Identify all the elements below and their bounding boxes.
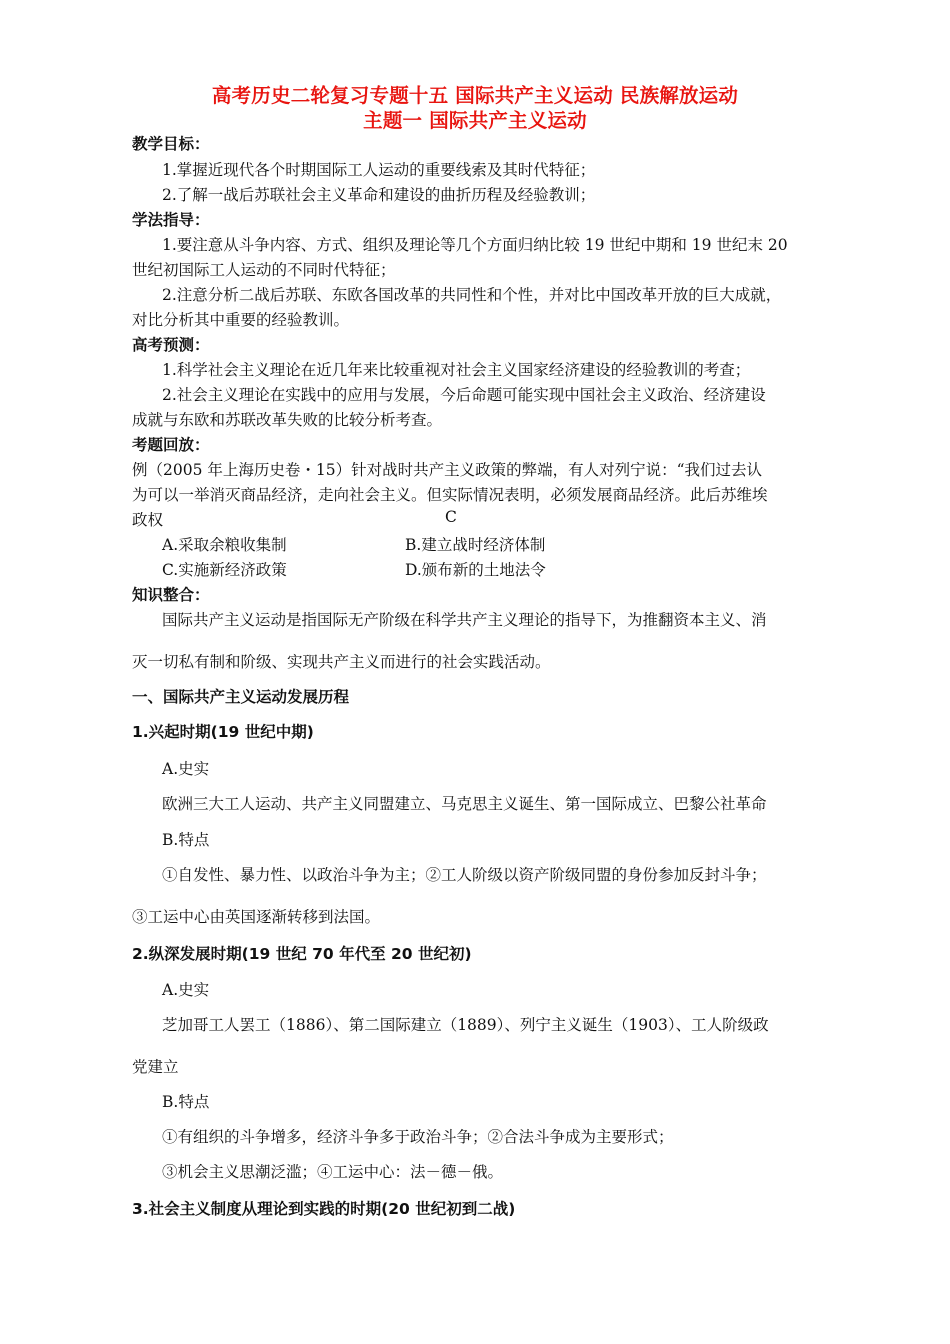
period-2-facts-line-2: 党建立 <box>132 1058 179 1076</box>
question-line-3: 政权 <box>132 511 164 529</box>
period-2-features-line-2: ③机会主义思潮泛滥；④工运中心：法－德－俄。 <box>162 1163 504 1181</box>
option-a: A.采取余粮收集制 <box>162 536 287 554</box>
integration-heading: 知识整合： <box>132 586 210 604</box>
question-line-2: 为可以一举消灭商品经济，走向社会主义。但实际情况表明，必须发展商品经济。此后苏维埃 <box>132 486 768 504</box>
option-c: C.实施新经济政策 <box>162 561 287 579</box>
objectives-heading: 教学目标： <box>132 135 210 153</box>
method-heading: 学法指导： <box>132 211 210 229</box>
period-2-facts-line-1: 芝加哥工人罢工（1886）、第二国际建立（1889）、列宁主义诞生（1903）、工人阶级政 <box>162 1016 769 1034</box>
integration-intro-line-2: 灭一切私有制和阶级、实现共产主义而进行的社会实践活动。 <box>132 653 551 671</box>
period-1-heading: 1.兴起时期(19 世纪中期) <box>132 723 314 741</box>
forecast-item-1: 1.科学社会主义理论在近几年来比较重视对社会主义国家经济建设的经验教训的考查； <box>162 361 751 379</box>
period-1-features-line-1: ①自发性、暴力性、以政治斗争为主；②工人阶级以资产阶级同盟的身份参加反封斗争； <box>162 866 767 884</box>
forecast-heading: 高考预测： <box>132 336 210 354</box>
period-2-features-line-1: ①有组织的斗争增多，经济斗争多于政治斗争；②合法斗争成为主要形式； <box>162 1128 674 1146</box>
period-1-facts-label: A.史实 <box>162 760 210 778</box>
forecast-item-2-line-2: 成就与东欧和苏联改革失败的比较分析考查。 <box>132 411 443 429</box>
period-2-facts-label: A.史实 <box>162 981 210 999</box>
integration-intro-line-1: 国际共产主义运动是指国际无产阶级在科学共产主义理论的指导下，为推翻资本主义、消 <box>162 611 767 629</box>
period-2-features-label: B.特点 <box>162 1093 210 1111</box>
question-answer: C <box>445 508 457 526</box>
method-item-2-line-2: 对比分析其中重要的经验教训。 <box>132 311 350 329</box>
objective-item-2: 2.了解一战后苏联社会主义革命和建设的曲折历程及经验教训； <box>162 186 596 204</box>
period-1-facts: 欧洲三大工人运动、共产主义同盟建立、马克思主义诞生、第一国际成立、巴黎公社革命 <box>162 795 767 813</box>
period-1-features-label: B.特点 <box>162 831 210 849</box>
question-line-1: 例（2005 年上海历史卷・15）针对战时共产主义政策的弊端，有人对列宁说：“我们过去认 <box>132 461 763 479</box>
period-2-heading: 2.纵深发展时期(19 世纪 70 年代至 20 世纪初) <box>132 945 472 963</box>
method-item-1-line-1: 1.要注意从斗争内容、方式、组织及理论等几个方面归纳比较 19 世纪中期和 19 世纪末 20 <box>162 236 788 254</box>
period-1-features-line-2: ③工运中心由英国逐渐转移到法国。 <box>132 908 381 926</box>
period-3-heading: 3.社会主义制度从理论到实践的时期(20 世纪初到二战) <box>132 1200 516 1218</box>
method-item-1-line-2: 世纪初国际工人运动的不同时代特征； <box>132 261 396 279</box>
option-d: D.颁布新的土地法令 <box>405 561 546 579</box>
document-subtitle: 主题一 国际共产主义运动 <box>363 109 587 132</box>
review-heading: 考题回放： <box>132 436 210 454</box>
forecast-item-2-line-1: 2.社会主义理论在实践中的应用与发展，今后命题可能实现中国社会主义政治、经济建设 <box>162 386 766 404</box>
method-item-2-line-1: 2.注意分析二战后苏联、东欧各国改革的共同性和个性，并对比中国改革开放的巨大成就， <box>162 286 782 304</box>
option-b: B.建立战时经济体制 <box>405 536 546 554</box>
objective-item-1: 1.掌握近现代各个时期国际工人运动的重要线索及其时代特征； <box>162 161 596 179</box>
section-1-heading: 一、国际共产主义运动发展历程 <box>132 688 350 706</box>
document-title: 高考历史二轮复习专题十五 国际共产主义运动 民族解放运动 <box>211 84 739 107</box>
